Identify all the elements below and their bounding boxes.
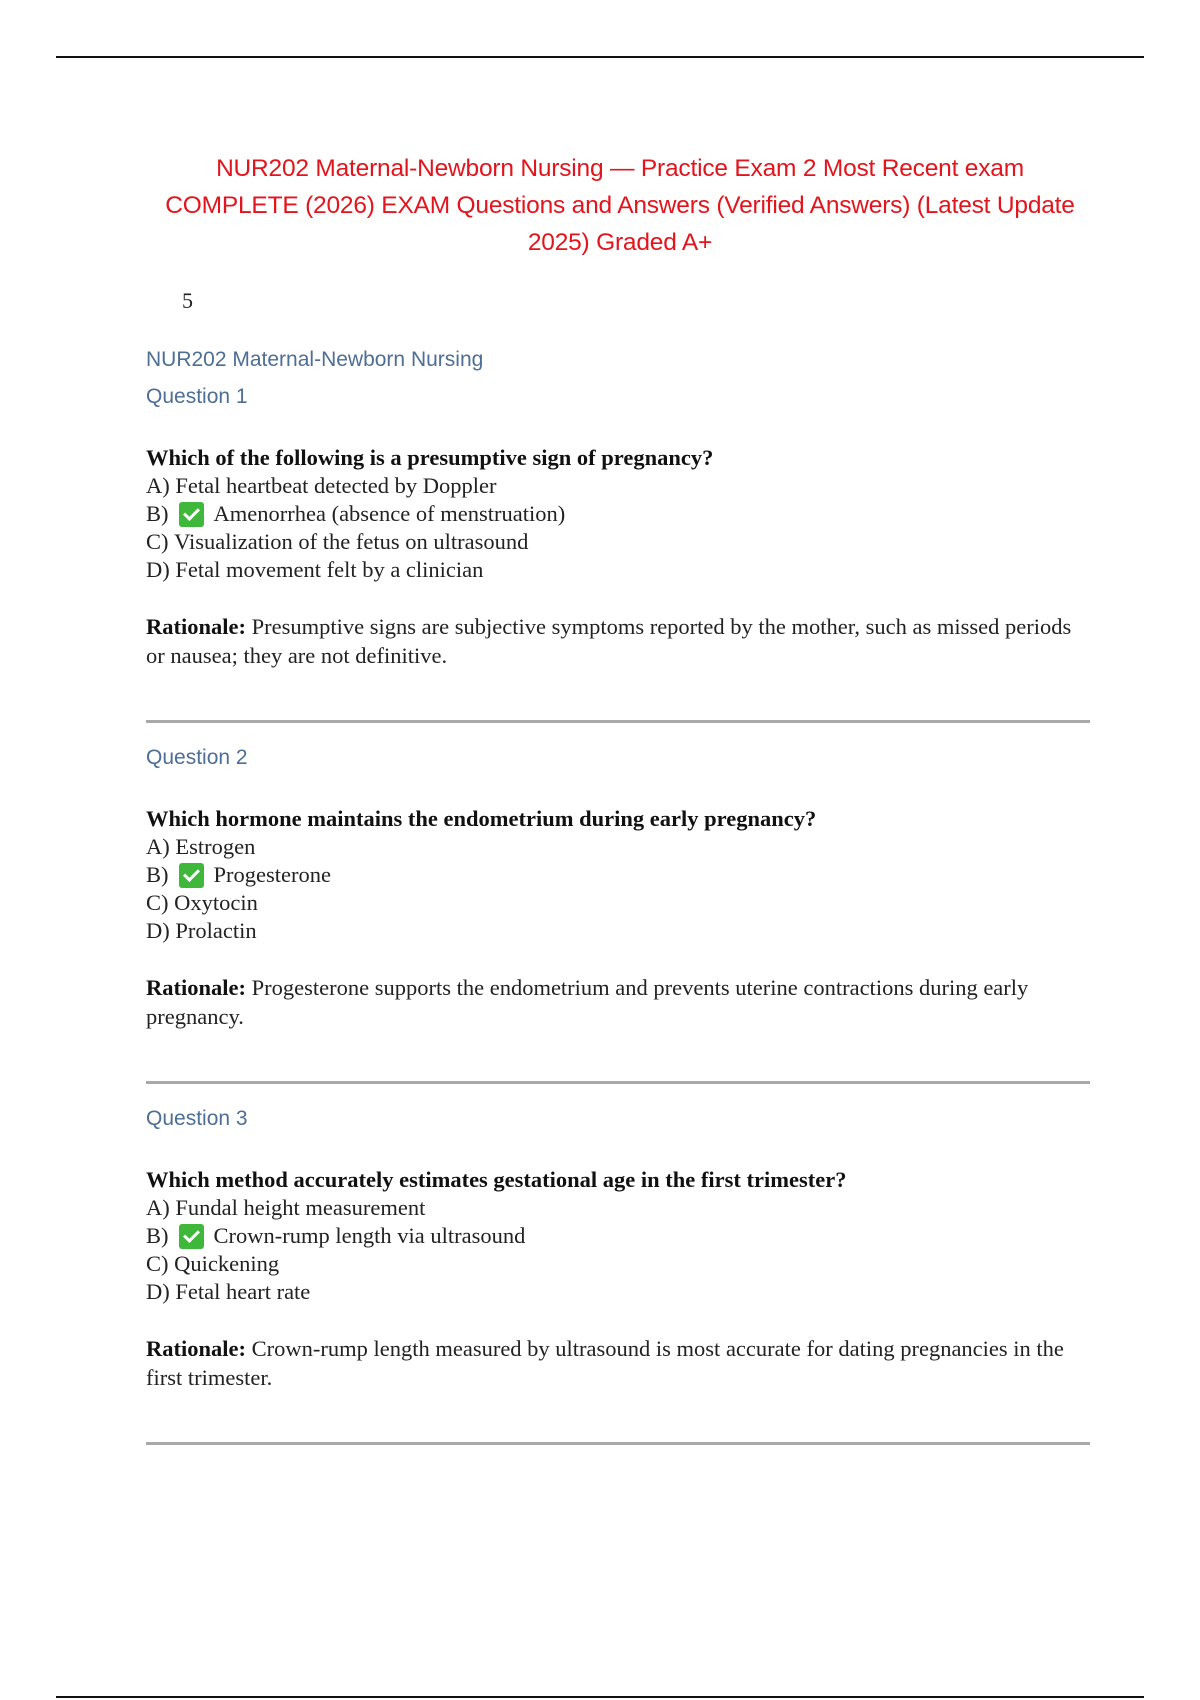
divider — [146, 1081, 1090, 1084]
checkmark-icon — [179, 863, 204, 888]
option-letter: A) — [146, 473, 170, 498]
question-1-option-c — [146, 528, 1090, 556]
question-3-text: Which method accurately estimates gestational age in the first trimester? — [146, 1167, 847, 1192]
rationale-text: Presumptive signs are subjective symptoms reported by the mother, such as missed periods or nausea; they are not definitive. — [146, 614, 1072, 668]
question-2-text: Which hormone maintains the endometrium during early pregnancy? — [146, 806, 817, 831]
question-3-option-d — [146, 1278, 1090, 1306]
option-text: Fundal height measurement — [175, 1195, 426, 1220]
question-2-heading: Question 2 — [146, 746, 248, 769]
document-title — [130, 150, 1110, 261]
title-line-1: NUR202 Maternal-Newborn Nursing — Practice Exam 2 Most Recent exam — [216, 155, 1024, 182]
rationale-label: Rationale: — [146, 614, 246, 639]
question-2-option-a — [146, 833, 1090, 861]
question-1-option-d — [146, 556, 1090, 584]
bottom-rule — [56, 1696, 1144, 1698]
question-1-option-b — [146, 500, 1090, 528]
question-2-option-b — [146, 861, 1090, 889]
question-1-rationale — [146, 612, 1090, 670]
question-3-option-c — [146, 1250, 1090, 1278]
option-text: Fetal movement felt by a clinician — [175, 557, 484, 582]
option-letter: D) — [146, 557, 170, 582]
title-line-3: 2025) Graded A+ — [527, 229, 713, 256]
option-letter: B) — [146, 501, 169, 526]
rationale-label: Rationale: — [146, 975, 246, 1000]
question-3-heading: Question 3 — [146, 1107, 248, 1130]
question-3-option-b — [146, 1222, 1090, 1250]
checkmark-icon — [179, 1224, 204, 1249]
option-text: Visualization of the fetus on ultrasound — [174, 529, 529, 554]
option-letter: A) — [146, 1195, 170, 1220]
rationale-text: Crown-rump length measured by ultrasound is most accurate for dating pregnancies in the first trimester. — [146, 1336, 1064, 1390]
question-1-text: Which of the following is a presumptive sign of pregnancy? — [146, 445, 714, 470]
divider — [146, 1442, 1090, 1445]
option-text: Estrogen — [175, 834, 256, 859]
option-letter: B) — [146, 862, 169, 887]
option-text: Oxytocin — [174, 890, 258, 915]
option-letter: D) — [146, 918, 170, 943]
rationale-label: Rationale: — [146, 1336, 246, 1361]
question-2 — [146, 805, 1090, 1031]
option-text: Amenorrhea (absence of menstruation) — [213, 501, 566, 526]
option-letter: C) — [146, 529, 169, 554]
option-letter: D) — [146, 1279, 170, 1304]
option-letter: A) — [146, 834, 170, 859]
question-3-rationale — [146, 1334, 1090, 1392]
question-1-option-a — [146, 472, 1090, 500]
question-2-option-d — [146, 917, 1090, 945]
option-letter: B) — [146, 1223, 169, 1248]
option-letter: C) — [146, 890, 169, 915]
question-3 — [146, 1166, 1090, 1392]
divider — [146, 720, 1090, 723]
page-number: 5 — [182, 288, 193, 313]
title-line-2: COMPLETE (2026) EXAM Questions and Answers (Verified Answers) (Latest Update — [165, 192, 1075, 219]
option-text: Progesterone — [213, 862, 331, 887]
option-text: Quickening — [174, 1251, 280, 1276]
question-1-heading: Question 1 — [146, 385, 248, 408]
option-letter: C) — [146, 1251, 169, 1276]
question-3-option-a — [146, 1194, 1090, 1222]
checkmark-icon — [179, 502, 204, 527]
question-2-rationale — [146, 973, 1090, 1031]
top-rule — [56, 56, 1144, 58]
option-text: Crown-rump length via ultrasound — [213, 1223, 526, 1248]
option-text: Fetal heart rate — [175, 1279, 311, 1304]
option-text: Fetal heartbeat detected by Doppler — [175, 473, 497, 498]
rationale-text: Progesterone supports the endometrium and prevents uterine contractions during early pregnancy. — [146, 975, 1029, 1029]
option-text: Prolactin — [175, 918, 257, 943]
question-2-option-c — [146, 889, 1090, 917]
course-heading: NUR202 Maternal-Newborn Nursing — [146, 348, 484, 371]
question-1 — [146, 444, 1090, 670]
